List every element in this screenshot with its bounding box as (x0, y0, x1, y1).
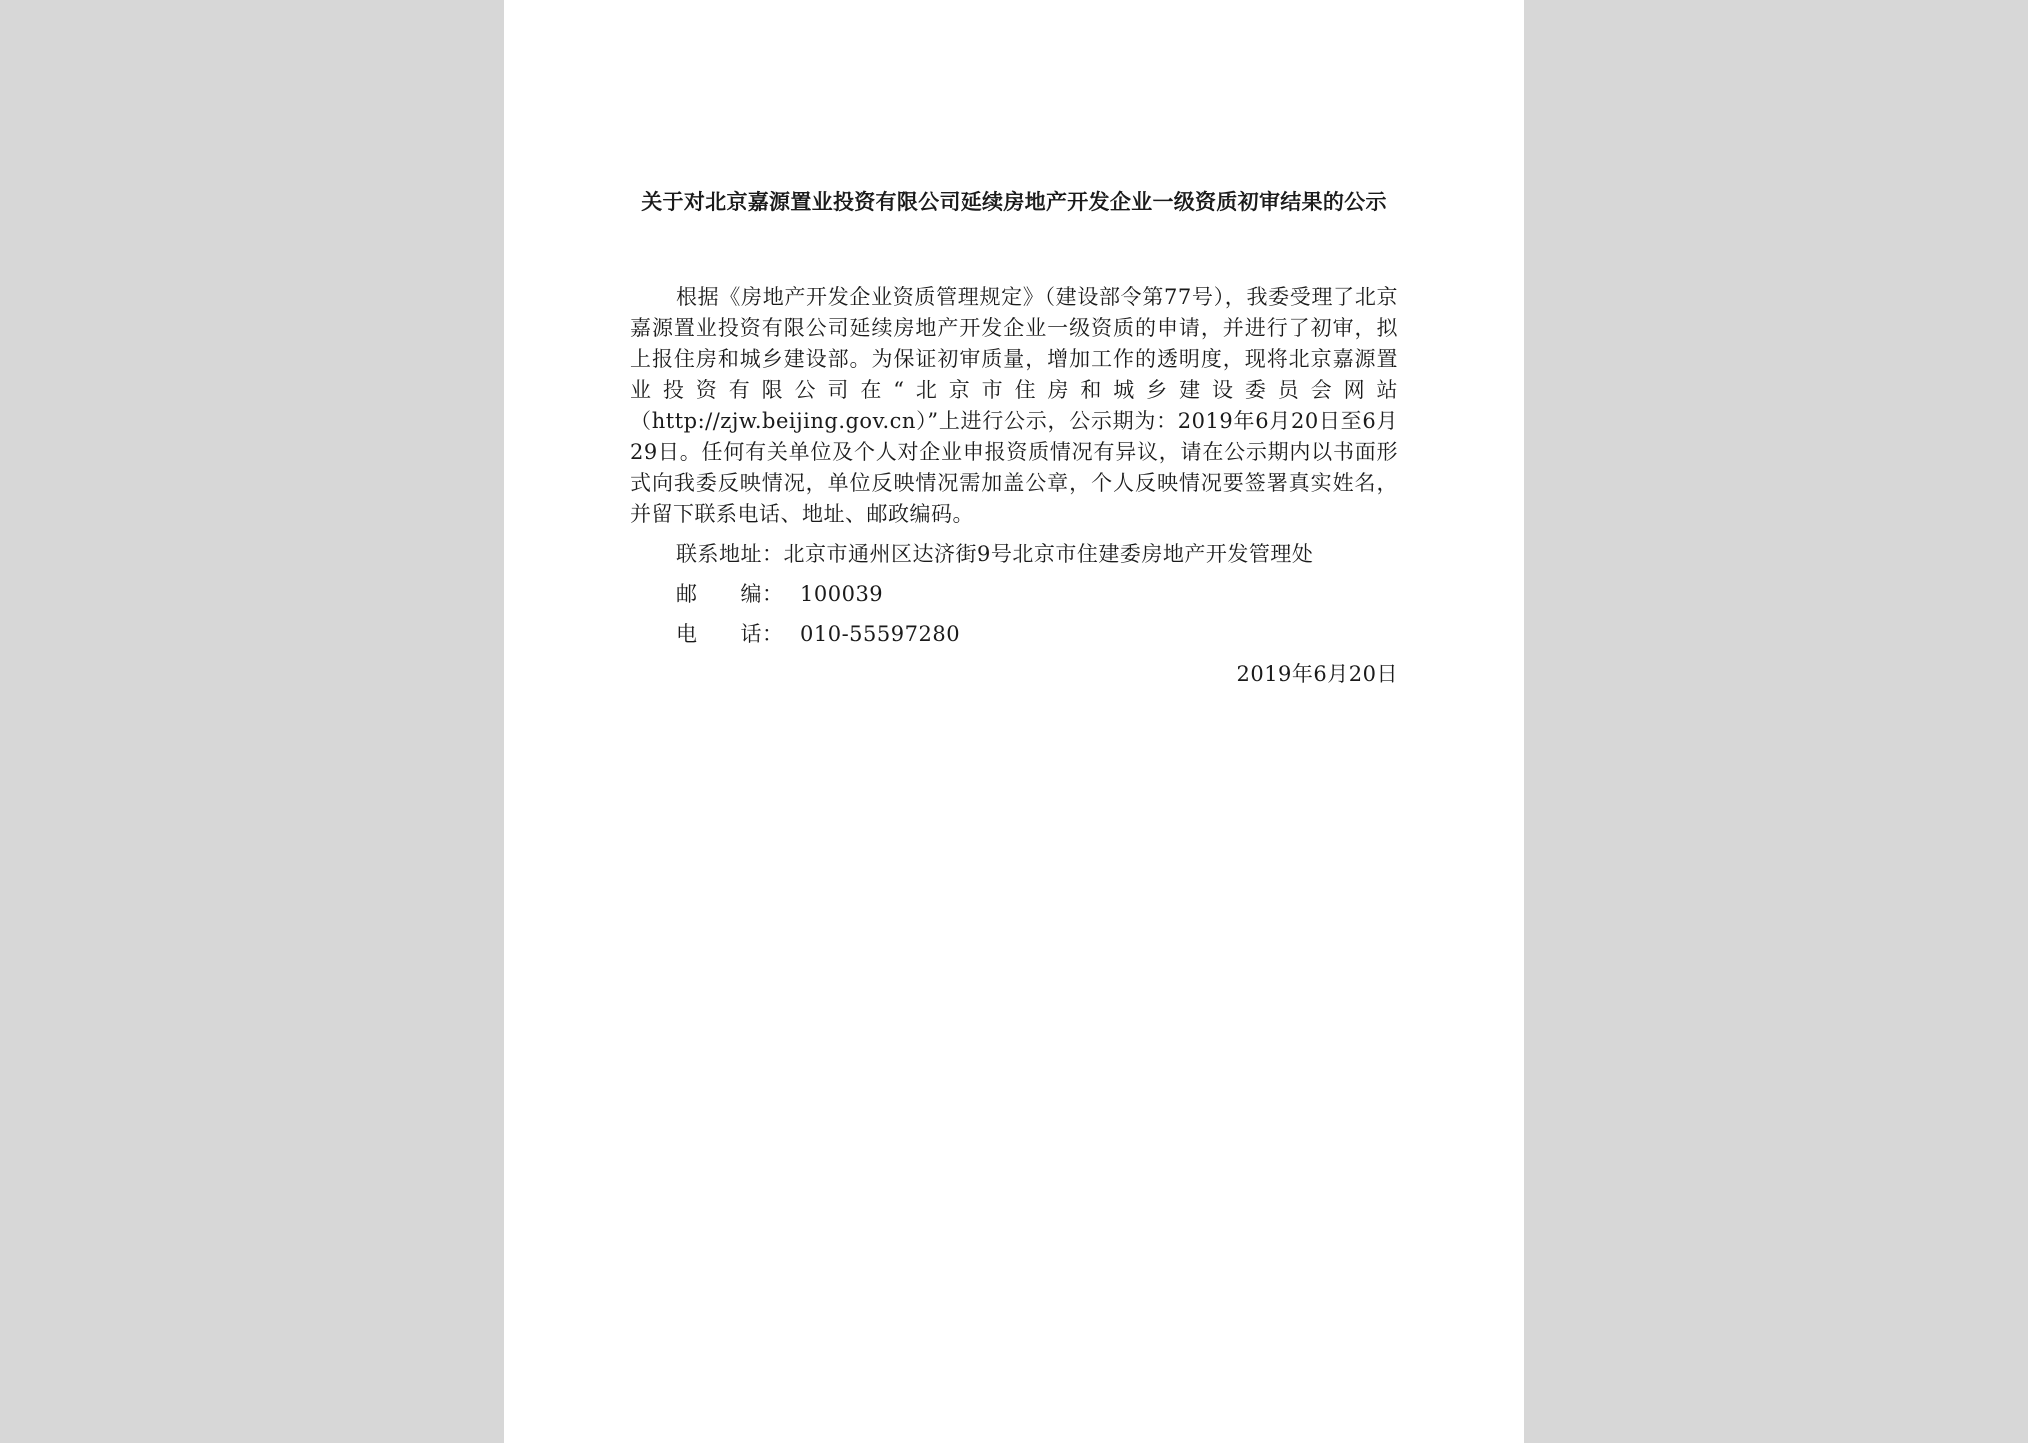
contact-address-row (676, 539, 1313, 569)
document-body-paragraph: 根据《房地产开发企业资质管理规定》（建设部令第77号），我委受理了北京嘉源置业投资有限公司延续房地产开发企业一级资质的申请，并进行了初审，拟上报住房和城乡建设部。为保证初审质量，增加工作的透明度，现将北京嘉源置业投资有限公司在“北京市住房和城乡建设委员会网站（http://zjw.beijing.gov.cn）”上进行公示，公示期为：2019年6月20日至6月29日。任何有关单位及个人对企业申报资质情况有异议，请在公示期内以书面形式向我委反映情况，单位反映情况需加盖公章，个人反映情况要签署真实姓名，并留下联系电话、地址、邮政编码。 (630, 285, 1398, 526)
document-page (504, 0, 1524, 1443)
document-date: 2019年6月20日 (1236, 662, 1398, 686)
contact-postcode-label: 邮 编： (676, 582, 784, 606)
contact-address-label: 联系地址： (676, 542, 784, 566)
contact-postcode-row (676, 579, 883, 609)
contact-phone-row (676, 619, 960, 649)
document-title: 关于对北京嘉源置业投资有限公司延续房地产开发企业一级资质初审结果的公示 (641, 190, 1387, 214)
contact-phone-label: 电 话： (676, 622, 784, 646)
contact-postcode-value: 100039 (800, 582, 884, 606)
contact-address-value: 北京市通州区达济街9号北京市住建委房地产开发管理处 (783, 542, 1314, 566)
contact-phone-value: 010-55597280 (800, 622, 961, 646)
